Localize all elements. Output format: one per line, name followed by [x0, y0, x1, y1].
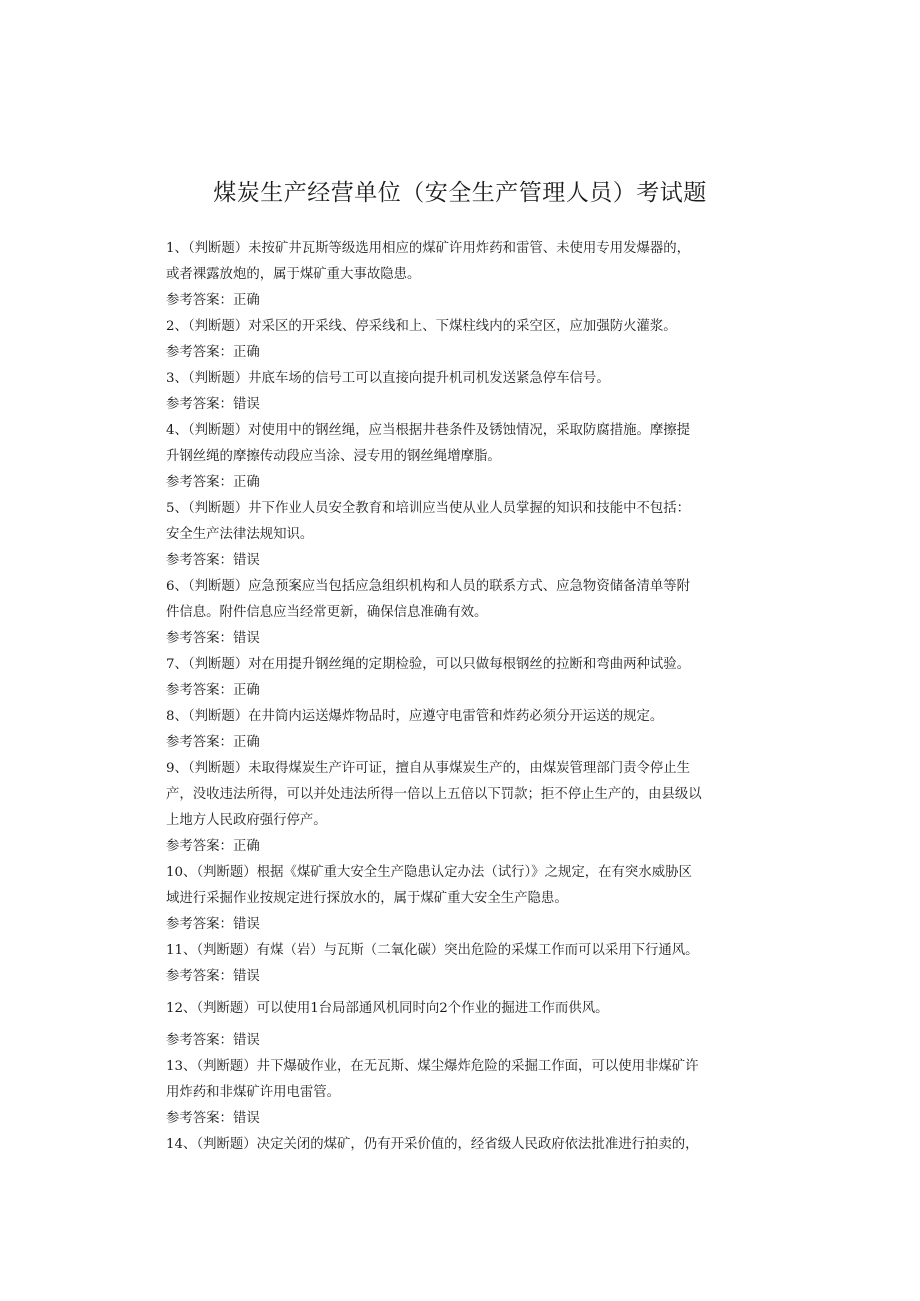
question-item — [166, 236, 766, 314]
question-item — [166, 366, 766, 418]
answer-label: 参考答案： — [166, 683, 233, 698]
answer-label: 参考答案： — [166, 631, 233, 646]
reference-answer — [166, 392, 766, 418]
reference-answer — [166, 912, 766, 938]
question-item — [166, 996, 766, 1054]
reference-answer — [166, 470, 766, 496]
question-item — [166, 1132, 766, 1158]
answer-label: 参考答案： — [166, 475, 233, 490]
answer-value: 错误 — [232, 1111, 260, 1126]
reference-answer — [166, 288, 766, 314]
reference-answer — [166, 548, 766, 574]
answer-label: 参考答案： — [166, 397, 233, 412]
answer-value: 正确 — [232, 293, 260, 308]
question-text-line: 2、（判断题）对采区的开采线、停采线和上、下煤柱线内的采空区，应加强防火灌浆。 — [166, 319, 677, 334]
reference-answer — [166, 730, 766, 756]
question-text-line: 安全生产法律法规知识。 — [166, 527, 314, 542]
reference-answer — [166, 678, 766, 704]
question-item — [166, 574, 766, 652]
question-text-line: 7、（判断题）对在用提升钢丝绳的定期检验，可以只做每根钢丝的拉断和弯曲两种试验。 — [166, 657, 691, 672]
question-text-line: 3、（判断题）井底车场的信号工可以直接向提升机司机发送紧急停车信号。 — [166, 371, 610, 386]
answer-value: 正确 — [232, 839, 260, 854]
question-text-line: 6、（判断题）应急预案应当包括应急组织机构和人员的联系方式、应急物资储备清单等附 — [166, 579, 691, 594]
question-text-line: 10、（判断题）根据《煤矿重大安全生产隐患认定办法（试行）》之规定，在有突水威胁区 — [166, 865, 692, 880]
question-text-line: 14、（判断题）决定关闭的煤矿，仍有开采价值的，经省级人民政府依法批准进行拍卖的， — [166, 1137, 699, 1152]
document-title: 煤炭生产经营单位（安全生产管理人员）考试题 — [213, 180, 707, 206]
question-text-line: 或者裸露放炮的，属于煤矿重大事故隐患。 — [166, 267, 421, 282]
answer-label: 参考答案： — [166, 1111, 233, 1126]
answer-label: 参考答案： — [166, 839, 233, 854]
question-item — [166, 418, 766, 496]
answer-value: 正确 — [232, 735, 260, 750]
question-text-line: 8、（判断题）在井筒内运送爆炸物品时，应遵守电雷管和炸药必须分开运送的规定。 — [166, 709, 664, 724]
answer-value: 正确 — [232, 475, 260, 490]
question-text-line: 1、（判断题）未按矿井瓦斯等级选用相应的煤矿许用炸药和雷管、未使用专用发爆器的， — [166, 241, 691, 256]
answer-label: 参考答案： — [166, 1033, 233, 1048]
question-list — [166, 236, 766, 1158]
answer-value: 错误 — [232, 969, 260, 984]
reference-answer — [166, 1028, 766, 1054]
question-text-line: 产，没收违法所得，可以并处违法所得一倍以上五倍以下罚款；拒不停止生产的，由县级以 — [166, 787, 702, 802]
question-item — [166, 756, 766, 860]
question-item — [166, 1054, 766, 1132]
answer-value: 错误 — [232, 917, 260, 932]
answer-value: 错误 — [232, 397, 260, 412]
answer-label: 参考答案： — [166, 293, 233, 308]
question-text-line: 上地方人民政府强行停产。 — [166, 813, 327, 828]
reference-answer — [166, 964, 766, 990]
answer-label: 参考答案： — [166, 345, 233, 360]
question-item — [166, 496, 766, 574]
question-text-line: 升钢丝绳的摩擦传动段应当涂、浸专用的钢丝绳增摩脂。 — [166, 449, 501, 464]
question-text-line: 用炸药和非煤矿许用电雷管。 — [166, 1085, 341, 1100]
question-item — [166, 860, 766, 938]
reference-answer — [166, 834, 766, 860]
reference-answer — [166, 626, 766, 652]
question-text-line: 11、（判断题）有煤（岩）与瓦斯（二氧化碳）突出危险的采煤工作而可以采用下行通风。 — [166, 943, 699, 958]
question-item — [166, 314, 766, 366]
question-text-line: 4、（判断题）对使用中的钢丝绳，应当根据井巷条件及锈蚀情况，采取防腐措施。摩擦提 — [166, 423, 691, 438]
question-text-line: 9、（判断题）未取得煤炭生产许可证，擅自从事煤炭生产的，由煤炭管理部门责令停止生 — [166, 761, 691, 776]
answer-value: 错误 — [232, 631, 260, 646]
answer-label: 参考答案： — [166, 969, 233, 984]
answer-label: 参考答案： — [166, 735, 233, 750]
question-text-line: 13、（判断题）井下爆破作业，在无瓦斯、煤尘爆炸危险的采掘工作面，可以使用非煤矿许 — [166, 1059, 699, 1074]
answer-value: 正确 — [232, 683, 260, 698]
answer-value: 错误 — [232, 1033, 260, 1048]
answer-value: 正确 — [232, 345, 260, 360]
answer-label: 参考答案： — [166, 917, 233, 932]
reference-answer — [166, 1106, 766, 1132]
question-text-line: 域进行采掘作业按规定进行探放水的，属于煤矿重大安全生产隐患。 — [166, 891, 568, 906]
question-text-line: 5、（判断题）井下作业人员安全教育和培训应当使从业人员掌握的知识和技能中不包括： — [166, 501, 691, 516]
question-item — [166, 704, 766, 756]
question-item — [166, 938, 766, 990]
question-text-line: 12、（判断题）可以使用1台局部通风机同时向2个作业的掘进工作而供风。 — [166, 1001, 609, 1016]
question-item — [166, 652, 766, 704]
answer-value: 错误 — [232, 553, 260, 568]
answer-label: 参考答案： — [166, 553, 233, 568]
question-text-line: 件信息。附件信息应当经常更新，确保信息准确有效。 — [166, 605, 488, 620]
reference-answer — [166, 340, 766, 366]
